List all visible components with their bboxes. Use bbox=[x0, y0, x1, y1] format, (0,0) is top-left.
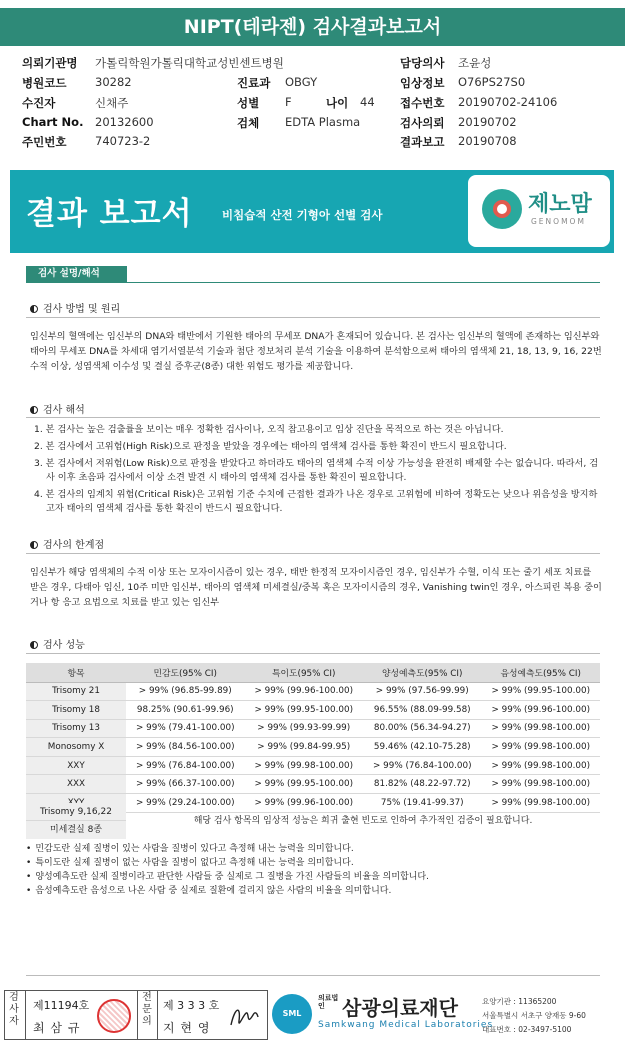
cell: > 99% (99.98-100.00) bbox=[482, 775, 601, 794]
cell: 75% (19.41-99.37) bbox=[363, 794, 482, 813]
rep-label: 결과보고 bbox=[400, 135, 445, 149]
clin-value: O76PS27S0 bbox=[458, 75, 526, 89]
cell: > 99% (76.84-100.00) bbox=[363, 756, 482, 775]
cell: 96.55% (88.09-99.58) bbox=[363, 701, 482, 720]
recv-value: 신채주 bbox=[95, 96, 129, 110]
cell: > 99% (76.84-100.00) bbox=[126, 756, 245, 775]
cell: > 99% (84.56-100.00) bbox=[126, 738, 245, 757]
rep-value: 20190708 bbox=[458, 134, 517, 148]
table-header-row bbox=[26, 663, 600, 682]
company-address: 서울특별시 서초구 양재동 9-60 bbox=[482, 1011, 586, 1020]
limits-text: 임신부가 해당 염색체의 수적 이상 또는 모자이시즘이 있는 경우, 태반 한정적 모자이시즘인 경우, 임신부가 수혈, 이식 또는 줄기 세포 치료를 받은 경우, 다태아 임신, 10주 미만 임신부, 태아의 염색체 미세결실/중복 혹은 모자이시즘의 경우, Vanishing twin인 경우, 아스피린 복용 중이거나 항 응고 요법으로 치료를 받고 있는 임신부 bbox=[30, 567, 602, 608]
patient-info bbox=[0, 52, 625, 152]
signature-icon bbox=[227, 999, 261, 1033]
id-label: 주민번호 bbox=[22, 135, 67, 149]
cell: > 99% (66.37-100.00) bbox=[126, 775, 245, 794]
specialist-vertical-label: 전문의 bbox=[142, 992, 152, 1027]
age-value: 44 bbox=[360, 95, 375, 109]
half-circle-icon bbox=[30, 541, 38, 549]
divider bbox=[26, 417, 600, 418]
examiner-name: 최 삼 규 bbox=[33, 1021, 81, 1035]
specialist-license: 제 3 3 3 호 bbox=[163, 999, 220, 1012]
table-row bbox=[26, 756, 600, 775]
recnum-label: 접수번호 bbox=[400, 96, 445, 110]
table-row bbox=[26, 738, 600, 757]
col-header: 항목 bbox=[26, 663, 126, 682]
row-name: XXY bbox=[26, 756, 126, 775]
extra-message: 해당 검사 항목의 임상적 성능은 희귀 출현 빈도로 인하여 추가적인 검증이 필요합니다. bbox=[193, 816, 533, 826]
divider bbox=[26, 653, 600, 654]
id-value: 740723-2 bbox=[95, 134, 151, 148]
note-item: • 특이도란 실제 질병이 없는 사람을 질병이 없다고 측정해 내는 능력을 의미합니다. bbox=[26, 856, 600, 870]
cell: > 99% (99.98-100.00) bbox=[482, 756, 601, 775]
divider bbox=[26, 975, 600, 976]
banner-title: 결과 보고서 bbox=[26, 196, 193, 232]
row-name: Trisomy 21 bbox=[26, 682, 126, 701]
definition-notes bbox=[26, 842, 600, 898]
code-label: 병원코드 bbox=[22, 76, 67, 90]
doctor-label: 담당의사 bbox=[400, 56, 445, 70]
table-row bbox=[26, 775, 600, 794]
row-name: Trisomy 13 bbox=[26, 719, 126, 738]
col-header: 민감도(95% CI) bbox=[126, 663, 245, 682]
divider bbox=[26, 553, 600, 554]
spec-label: 검체 bbox=[237, 116, 260, 130]
code-value: 30282 bbox=[95, 75, 132, 89]
note-item: • 민감도란 실제 질병이 있는 사람을 질병이 있다고 측정해 내는 능력을 의미합니다. bbox=[26, 842, 600, 856]
signature-box bbox=[4, 990, 268, 1040]
cell: > 99% (99.95-100.00) bbox=[482, 682, 601, 701]
cell: 59.46% (42.10-75.28) bbox=[363, 738, 482, 757]
specialist-name: 지 현 영 bbox=[163, 1021, 211, 1035]
section-divider bbox=[26, 282, 600, 283]
company-phone: 대표번호 : 02-3497-5100 bbox=[482, 1025, 572, 1034]
logo-text: 제노맘 bbox=[528, 192, 592, 217]
note-item: • 음성예측도란 음성으로 나온 사람 중 실제로 질환에 걸리지 않은 사람의 비율을 의미합니다. bbox=[26, 884, 600, 898]
interp-list bbox=[34, 423, 602, 516]
list-item: 4. 본 검사의 임계치 위험(Critical Risk)은 고위험 기준 수치에 근접한 결과가 나온 경우로 고위험에 비하여 정확도는 낮으나 위음성을 방지하고자 태아의 염색체 검사를 통한 확진이 반드시 필요합니다. bbox=[34, 489, 598, 514]
cell: > 99% (99.84-99.95) bbox=[245, 738, 364, 757]
chart-value: 20132600 bbox=[95, 115, 154, 129]
cell: > 99% (97.56-99.99) bbox=[363, 682, 482, 701]
genomom-logo-icon bbox=[482, 189, 522, 229]
company-name: 삼광의료재단 bbox=[342, 996, 458, 1020]
result-banner bbox=[10, 170, 614, 253]
method-text: 임신부의 혈액에는 임신부의 DNA와 태반에서 기원한 태아의 무세포 DNA가 혼재되어 있습니다. 본 검사는 임신부의 혈액에 존재하는 임신부와 태아의 무세포 DNA를 차세대 염기서열분석 기술과 첨단 정보처리 분석 기술을 이용하여 분석함으로써 태아의 염색체 21, 18, 13, 9, 16, 22번 수적 이상, 성염색체 이수성 및 결실 증후군(8종) 대한 위험도 평가를 제공합니다. bbox=[30, 331, 602, 372]
genomom-logo bbox=[468, 175, 610, 247]
table-row bbox=[26, 719, 600, 738]
table-row bbox=[26, 682, 600, 701]
seal-stamp-icon bbox=[97, 999, 131, 1033]
half-circle-icon bbox=[30, 641, 38, 649]
signature-footer bbox=[0, 990, 625, 1040]
performance-table bbox=[26, 663, 600, 813]
col-header: 양성예측도(95% CI) bbox=[363, 663, 482, 682]
interp-heading: 검사 해석 bbox=[30, 401, 85, 416]
method-heading: 검사 방법 및 원리 bbox=[30, 300, 120, 315]
company-english: Samkwang Medical Laboratories bbox=[318, 1020, 494, 1030]
chart-label: Chart No. bbox=[22, 115, 84, 129]
col-header: 음성예측도(95% CI) bbox=[482, 663, 601, 682]
perf-heading: 검사 성능 bbox=[30, 636, 85, 651]
examiner-vertical-label: 검사자 bbox=[9, 992, 19, 1027]
cell: > 99% (99.98-100.00) bbox=[482, 794, 601, 813]
row-name: Monosomy X bbox=[26, 738, 126, 757]
cell: 80.00% (56.34-94.27) bbox=[363, 719, 482, 738]
half-circle-icon bbox=[30, 406, 38, 414]
company-type: 의료법인 bbox=[318, 994, 339, 1010]
limits-heading: 검사의 한계점 bbox=[30, 536, 104, 551]
req-value: 20190702 bbox=[458, 115, 517, 129]
cell: > 99% (99.98-100.00) bbox=[245, 756, 364, 775]
sex-value: F bbox=[285, 95, 292, 109]
extra-name-microdeletion: 미세결실 8종 bbox=[26, 821, 126, 839]
divider bbox=[26, 317, 600, 318]
company-code: 요양기관 : 11365200 bbox=[482, 997, 557, 1006]
row-name: XXX bbox=[26, 775, 126, 794]
banner-subtitle: 비침습적 산전 기형아 선별 검사 bbox=[222, 208, 383, 222]
cell: > 99% (96.85-99.89) bbox=[126, 682, 245, 701]
cell: > 99% (99.96-100.00) bbox=[482, 701, 601, 720]
age-label: 나이 bbox=[326, 96, 349, 110]
extra-name-trisomy: Trisomy 9,16,22 bbox=[26, 803, 126, 821]
dept-value: OBGY bbox=[285, 75, 318, 89]
recnum-value: 20190702-24106 bbox=[458, 95, 558, 109]
logo-sub: GENOMOM bbox=[531, 217, 586, 226]
cell: > 99% (99.96-100.00) bbox=[245, 682, 364, 701]
cell: 98.25% (90.61-99.96) bbox=[126, 701, 245, 720]
col-header: 특이도(95% CI) bbox=[245, 663, 364, 682]
table-row bbox=[26, 701, 600, 720]
cell: > 99% (29.24-100.00) bbox=[126, 794, 245, 813]
cell: > 99% (99.96-100.00) bbox=[245, 794, 364, 813]
extra-items bbox=[26, 803, 600, 839]
inst-value: 가톨릭학원가톨릭대학교성빈센트병원 bbox=[95, 56, 284, 70]
section-tab: 검사 설명/해석 bbox=[26, 266, 127, 282]
sml-logo-icon: SML bbox=[272, 994, 312, 1034]
row-name: Trisomy 18 bbox=[26, 701, 126, 720]
list-item: 2. 본 검사에서 고위험(High Risk)으로 판정을 받았을 경우에는 태아의 염색체 검사를 통한 확진이 반드시 필요합니다. bbox=[34, 441, 507, 452]
cell: > 99% (99.95-100.00) bbox=[245, 701, 364, 720]
cell: > 99% (79.41-100.00) bbox=[126, 719, 245, 738]
recv-label: 수진자 bbox=[22, 96, 56, 110]
cell: > 99% (99.95-100.00) bbox=[245, 775, 364, 794]
doctor-value: 조윤성 bbox=[458, 56, 492, 70]
cell: > 99% (99.98-100.00) bbox=[482, 719, 601, 738]
cell: > 99% (99.98-100.00) bbox=[482, 738, 601, 757]
inst-label: 의뢰기관명 bbox=[22, 56, 78, 70]
cell: > 99% (99.93-99.99) bbox=[245, 719, 364, 738]
clin-label: 임상정보 bbox=[400, 76, 445, 90]
half-circle-icon bbox=[30, 305, 38, 313]
req-label: 검사의뢰 bbox=[400, 116, 445, 130]
spec-value: EDTA Plasma bbox=[285, 115, 361, 129]
dept-label: 진료과 bbox=[237, 76, 271, 90]
examiner-license: 제11194호 bbox=[33, 999, 90, 1012]
list-item: 1. 본 검사는 높은 검출률을 보이는 매우 정확한 검사이나, 오직 참고용이고 임상 진단을 목적으로 하는 것은 아닙니다. bbox=[34, 424, 504, 435]
report-title: NIPT(테라젠) 검사결과보고서 bbox=[0, 8, 625, 46]
note-item: • 양성예측도란 실제 질병이라고 판단한 사람들 중 실제로 그 질병을 가진 사람들의 비율을 의미합니다. bbox=[26, 870, 600, 884]
cell: 81.82% (48.22-97.72) bbox=[363, 775, 482, 794]
sex-label: 성별 bbox=[237, 96, 260, 110]
list-item: 3. 본 검사에서 저위험(Low Risk)으로 판정을 받았다고 하더라도 태아의 염색체 수적 이상 가능성을 완전히 배제할 수는 없습니다. 따라서, 검사 이후 초음파 검사에서 이상 소견 발견 시 태아의 염색체 검사를 통한 확진이 필요합니다. bbox=[34, 458, 599, 483]
